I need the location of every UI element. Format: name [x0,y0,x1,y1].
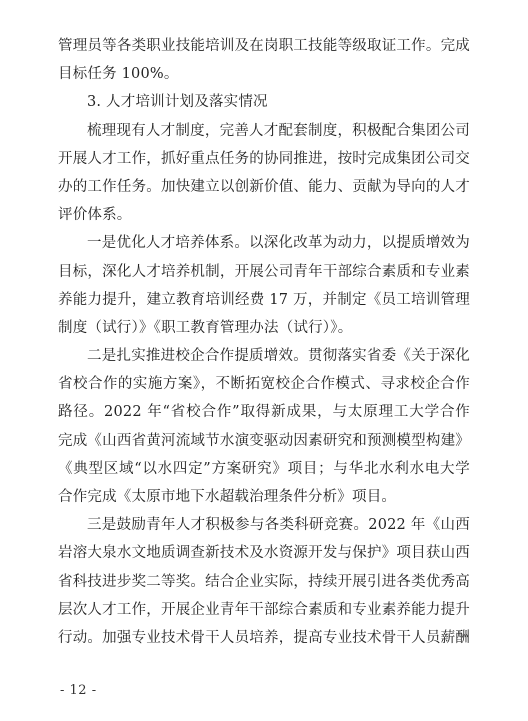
document-body [58,32,470,652]
section-heading [58,88,470,116]
heading-line: 3. 人才培训计划及落实情况 [87,94,268,111]
text-line: 梳理现有人才制度，完善人才配套制度，积极配合集团公司 [87,122,470,139]
text-line: 层次人才工作，开展企业青年干部综合素质和专业素养能力提升 [58,601,470,618]
paragraph-overview [58,117,470,230]
text-line: 评价体系。 [58,207,132,224]
text-line: 目标任务 100%。 [58,66,179,83]
text-line: 一是优化人才培养体系。以深化改革为动力，以提质增效为 [87,235,470,252]
text-line: 路径。2022 年“省校合作”取得新成果，与太原理工大学合作 [58,404,470,421]
text-line: 完成《山西省黄河流域节水演变驱动因素研究和预测模型构建》 [58,432,470,449]
text-line: 开展人才工作，抓好重点任务的协同推进，按时完成集团公司交 [58,150,470,167]
text-line: 合作完成《太原市地下水超载治理条件分析》项目。 [58,489,397,505]
paragraph-point-two [58,342,470,511]
page-number: - 12 - [60,683,97,698]
text-line: 制度（试行）》《职工教育管理办法（试行）》。 [58,319,353,336]
text-line: 目标，深化人才培养机制，开展公司青年干部综合素质和专业素 [58,263,470,280]
text-line: 办的工作任务。加快建立以创新价值、能力、贡献为导向的人才 [58,178,470,195]
text-line: 《典型区域“以水四定”方案研究》项目；与华北水利水电大学 [58,460,470,477]
paragraph-continuation [58,32,470,88]
text-line: 省校合作的实施方案》，不断拓宽校企合作模式、寻求校企合作 [58,376,470,393]
text-line: 省科技进步奖二等奖。结合企业实际，持续开展引进各类优秀高 [58,573,470,590]
text-line: 养能力提升，建立教育培训经费 17 万，并制定《员工培训管理 [58,291,470,308]
paragraph-point-three [58,511,470,652]
text-line: 三是鼓励青年人才积极参与各类科研竞赛。2022 年《山西 [87,517,470,534]
text-line: 岩溶大泉水文地质调查新技术及水资源开发与保护》项目获山西 [58,545,470,562]
paragraph-point-one [58,229,470,342]
text-line: 管理员等各类职业技能培训及在岗职工技能等级取证工作。完成 [58,38,470,54]
text-line: 行动。加强专业技术骨干人员培养，提高专业技术骨干人员薪酬 [58,629,470,646]
text-line: 二是扎实推进校企合作提质增效。贯彻落实省委《关于深化 [87,348,470,365]
